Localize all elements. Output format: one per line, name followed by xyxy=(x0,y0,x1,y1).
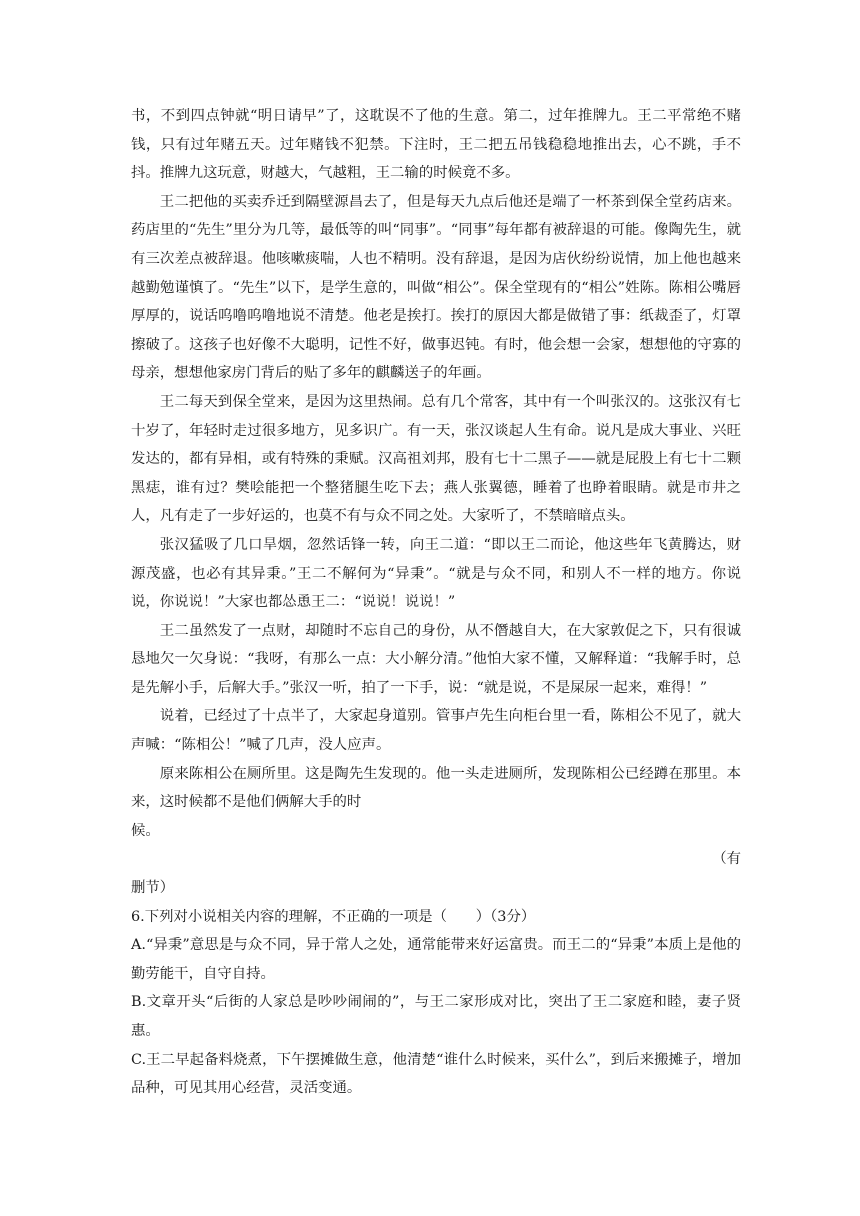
passage-paragraph-7: 原来陈相公在厕所里。这是陶先生发现的。他一头走进厕所，发现陈相公已经蹲在那里。本来，这时候都不是他们俩解大手的时 xyxy=(131,765,741,811)
passage-paragraph-1: 书，不到四点钟就“明日请早”了，这耽误不了他的生意。第二，过年推牌九。王二平常绝不赌钱，只有过年赌五天。过年赌钱不犯禁。下注时，王二把五吊钱稳稳地推出去，心不跳，手不抖。推牌九这玩意，财越大，气越粗，王二输的时候竟不多。 xyxy=(131,108,741,182)
abridged-note-open: （有 xyxy=(712,851,741,868)
abridged-note-close: 删节） xyxy=(131,880,175,897)
passage-paragraph-7-tail: 候。 xyxy=(131,822,160,839)
passage-paragraph-3: 王二每天到保全堂来，是因为这里热闹。总有几个常客，其中有一个叫张汉的。这张汉有七十岁了，年轻时走过很多地方，见多识广。有一天，张汉谈起人生有命。说凡是成大事业、兴旺发达的，都有异相，或有特殊的秉赋。汉高祖刘邦，股有七十二黑子——就是屁股上有七十二颗黑痣，谁有过？樊哙能把一个整猪腿生吃下去；燕人张翼德，睡着了也睁着眼睛。就是市井之人，凡有走了一步好运的，也莫不有与众不同之处。大家听了，不禁暗暗点头。 xyxy=(131,393,741,525)
passage-paragraph-6: 说着，已经过了十点半了，大家起身道别。管事卢先生向柜台里一看，陈相公不见了，就大声喊：“陈相公！”喊了几声，没人应声。 xyxy=(131,708,741,754)
document-page xyxy=(131,102,741,1103)
option-b: B.文章开头“后街的人家总是吵吵闹闹的”，与王二家形成对比，突出了王二家庭和睦，妻子贤惠。 xyxy=(131,994,741,1039)
passage-paragraph-2: 王二把他的买卖乔迁到隔壁源昌去了，但是每天九点后他还是端了一杯茶到保全堂药店来。药店里的“先生”里分为几等，最低等的叫“同事”。“同事”每年都有被辞退的可能。像陶先生，就有三次差点被辞退。他咳嗽痰喘，人也不精明。没有辞退，是因为店伙纷纷说情，加上他也越来越勤勉谨慎了。“先生”以下，是学生意的，叫做“相公”。保全堂现有的“相公”姓陈。陈相公嘴唇厚厚的，说话呜噜呜噜地说不清楚。他老是挨打。挨打的原因大都是做错了事：纸裁歪了，灯罩擦破了。这孩子也好像不大聪明，记性不好，做事迟钝。有时，他会想一会家，想想他的守寡的母亲，想想他家房门背后的贴了多年的麒麟送子的年画。 xyxy=(131,193,741,382)
option-a: A.“异秉”意思是与众不同，异于常人之处，通常能带来好运富贵。而王二的“异秉”本质上是他的勤劳能干，自守自持。 xyxy=(131,937,741,982)
question-stem: 6.下列对小说相关内容的理解，不正确的一项是（ ）（3分） xyxy=(131,908,536,925)
passage-paragraph-4: 张汉猛吸了几口旱烟，忽然话锋一转，向王二道：“即以王二而论，他这些年飞黄腾达，财源茂盛，也必有其异秉。”王二不解何为“异秉”。“就是与众不同，和别人不一样的地方。你说说，你说说！”大家也都怂恿王二：“说说！说说！” xyxy=(131,536,741,611)
passage-paragraph-5: 王二虽然发了一点财，却随时不忘自己的身份，从不僭越自大，在大家敦促之下，只有很诚恳地欠一欠身说：“我呀，有那么一点：大小解分清。”他怕大家不懂，又解释道：“我解手时，总是先解小手，后解大手。”张汉一听，拍了一下手，说：“就是说，不是屎尿一起来，难得！” xyxy=(131,622,741,696)
option-c: C.王二早起备料烧煮，下午摆摊做生意，他清楚“谁什么时候来，买什么”，到后来搬摊子，增加品种，可见其用心经营，灵活变通。 xyxy=(131,1051,741,1097)
